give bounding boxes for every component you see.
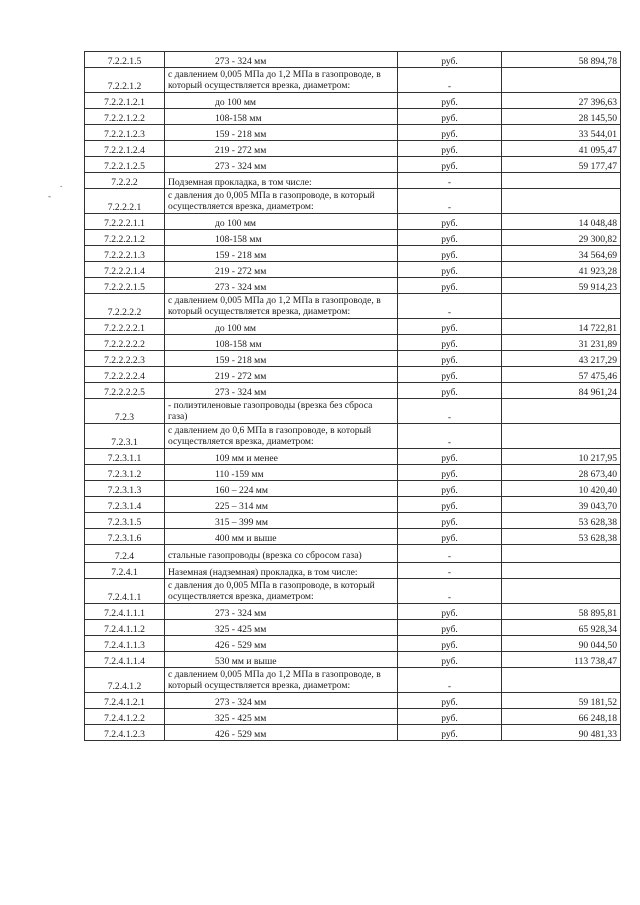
cell-code: 7.2.2.1.2.4 — [85, 141, 165, 157]
cell-price: 53 628,38 — [502, 529, 621, 545]
cell-description: с давлением 0,005 МПа до 1,2 МПа в газопроводе, в который осуществляется врезка, диаметром: — [165, 294, 398, 319]
cell-unit: руб. — [398, 262, 502, 278]
table-row — [85, 449, 621, 465]
cell-description: 273 - 324 мм — [165, 693, 398, 709]
cell-description: 159 - 218 мм — [165, 246, 398, 262]
table-row — [85, 668, 621, 693]
cell-description: 273 - 324 мм — [165, 157, 398, 173]
cell-unit: - — [398, 173, 502, 189]
cell-price — [502, 189, 621, 214]
cell-code: 7.2.2.2.2.1 — [85, 319, 165, 335]
cell-unit: руб. — [398, 497, 502, 513]
cell-unit: руб. — [398, 693, 502, 709]
cell-code: 7.2.4.1.1.3 — [85, 636, 165, 652]
cell-unit: руб. — [398, 52, 502, 68]
cell-unit: руб. — [398, 319, 502, 335]
cell-description: с давления до 0,005 МПа в газопроводе, в который осуществляется врезка, диаметром: — [165, 189, 398, 214]
cell-unit: руб. — [398, 620, 502, 636]
cell-unit: руб. — [398, 709, 502, 725]
cell-code: 7.2.2.1.2.2 — [85, 109, 165, 125]
cell-price: 33 544,01 — [502, 125, 621, 141]
cell-description: 110 -159 мм — [165, 465, 398, 481]
cell-price: 14 048,48 — [502, 214, 621, 230]
cell-description: с давлением до 0,6 МПа в газопроводе, в который осуществляется врезка, диаметром: — [165, 424, 398, 449]
cell-code: 7.2.2.2.2.4 — [85, 367, 165, 383]
table-row — [85, 620, 621, 636]
table-row — [85, 367, 621, 383]
cell-code: 7.2.2.2.1 — [85, 189, 165, 214]
table-row — [85, 141, 621, 157]
cell-description: 219 - 272 мм — [165, 367, 398, 383]
cell-price: 57 475,46 — [502, 367, 621, 383]
cell-description: стальные газопроводы (врезка со сбросом газа) — [165, 545, 398, 563]
cell-code: 7.2.4.1.2.1 — [85, 693, 165, 709]
cell-price: 59 177,47 — [502, 157, 621, 173]
cell-code: 7.2.2.2.2.5 — [85, 383, 165, 399]
table-row — [85, 125, 621, 141]
cell-code: 7.2.2.1.2.5 — [85, 157, 165, 173]
cell-price — [502, 399, 621, 424]
cell-description: 108-158 мм — [165, 109, 398, 125]
cell-price: 66 248,18 — [502, 709, 621, 725]
cell-unit: руб. — [398, 725, 502, 741]
cell-price: 59 914,23 — [502, 278, 621, 294]
margin-mark: . — [60, 179, 63, 189]
table-row — [85, 545, 621, 563]
cell-unit: - — [398, 668, 502, 693]
cell-unit: руб. — [398, 604, 502, 620]
cell-code: 7.2.2.2.2 — [85, 294, 165, 319]
margin-mark: - — [48, 191, 51, 201]
cell-code: 7.2.2.1.2 — [85, 68, 165, 93]
cell-unit: - — [398, 68, 502, 93]
cell-price: 10 217,95 — [502, 449, 621, 465]
cell-code: 7.2.2.1.5 — [85, 52, 165, 68]
table-row — [85, 709, 621, 725]
table-row — [85, 93, 621, 109]
table-row — [85, 579, 621, 604]
cell-description: до 100 мм — [165, 93, 398, 109]
cell-price: 41 095,47 — [502, 141, 621, 157]
table-row — [85, 214, 621, 230]
cell-description: 108-158 мм — [165, 335, 398, 351]
cell-description: с давлением 0,005 МПа до 1,2 МПа в газопроводе, в который осуществляется врезка, диаметром: — [165, 668, 398, 693]
table-row — [85, 173, 621, 189]
cell-code: 7.2.2.2.1.3 — [85, 246, 165, 262]
table-row — [85, 693, 621, 709]
table-row — [85, 230, 621, 246]
cell-description: 225 – 314 мм — [165, 497, 398, 513]
cell-unit: руб. — [398, 351, 502, 367]
cell-price: 29 300,82 — [502, 230, 621, 246]
cell-description: 273 - 324 мм — [165, 383, 398, 399]
tariff-table-body — [85, 52, 621, 741]
cell-unit: руб. — [398, 230, 502, 246]
cell-price: 41 923,28 — [502, 262, 621, 278]
cell-price — [502, 668, 621, 693]
table-row — [85, 246, 621, 262]
cell-unit: руб. — [398, 367, 502, 383]
cell-description: 160 – 224 мм — [165, 481, 398, 497]
cell-price: 39 043,70 — [502, 497, 621, 513]
cell-description: 400 мм и выше — [165, 529, 398, 545]
cell-description: 325 - 425 мм — [165, 709, 398, 725]
cell-description: 108-158 мм — [165, 230, 398, 246]
cell-price: 90 044,50 — [502, 636, 621, 652]
cell-description: с давления до 0,005 МПа в газопроводе, в который осуществляется врезка, диаметром: — [165, 579, 398, 604]
cell-price: 27 396,63 — [502, 93, 621, 109]
table-row — [85, 604, 621, 620]
cell-code: 7.2.2.2 — [85, 173, 165, 189]
cell-unit: руб. — [398, 513, 502, 529]
cell-unit: руб. — [398, 465, 502, 481]
table-row — [85, 465, 621, 481]
cell-description: 159 - 218 мм — [165, 351, 398, 367]
cell-price: 58 895,81 — [502, 604, 621, 620]
cell-code: 7.2.2.2.1.2 — [85, 230, 165, 246]
cell-price: 34 564,69 — [502, 246, 621, 262]
cell-description: - полиэтиленовые газопроводы (врезка без сброса газа) — [165, 399, 398, 424]
cell-unit: - — [398, 294, 502, 319]
table-row — [85, 529, 621, 545]
cell-code: 7.2.4.1 — [85, 563, 165, 579]
cell-price: 28 145,50 — [502, 109, 621, 125]
cell-code: 7.2.4.1.2 — [85, 668, 165, 693]
table-row — [85, 278, 621, 294]
cell-price — [502, 173, 621, 189]
cell-description: 325 - 425 мм — [165, 620, 398, 636]
cell-unit: руб. — [398, 157, 502, 173]
cell-price: 10 420,40 — [502, 481, 621, 497]
table-row — [85, 189, 621, 214]
table-row — [85, 481, 621, 497]
cell-price: 113 738,47 — [502, 652, 621, 668]
cell-code: 7.2.3.1 — [85, 424, 165, 449]
table-row — [85, 52, 621, 68]
cell-description: 109 мм и менее — [165, 449, 398, 465]
table-row — [85, 424, 621, 449]
cell-unit: руб. — [398, 636, 502, 652]
cell-description: 530 мм и выше — [165, 652, 398, 668]
cell-code: 7.2.4.1.1.4 — [85, 652, 165, 668]
cell-code: 7.2.2.2.2.3 — [85, 351, 165, 367]
cell-price: 90 481,33 — [502, 725, 621, 741]
cell-description: 219 - 272 мм — [165, 141, 398, 157]
cell-unit: - — [398, 189, 502, 214]
cell-code: 7.2.4 — [85, 545, 165, 563]
cell-description: 426 - 529 мм — [165, 725, 398, 741]
cell-code: 7.2.2.2.1.1 — [85, 214, 165, 230]
table-row — [85, 513, 621, 529]
table-row — [85, 319, 621, 335]
cell-unit: - — [398, 399, 502, 424]
cell-price: 14 722,81 — [502, 319, 621, 335]
cell-unit: руб. — [398, 141, 502, 157]
cell-unit: руб. — [398, 278, 502, 294]
cell-price — [502, 545, 621, 563]
cell-unit: руб. — [398, 109, 502, 125]
table-row — [85, 335, 621, 351]
cell-description: 159 - 218 мм — [165, 125, 398, 141]
cell-unit: - — [398, 579, 502, 604]
table-row — [85, 563, 621, 579]
cell-description: Подземная прокладка, в том числе: — [165, 173, 398, 189]
cell-code: 7.2.3.1.4 — [85, 497, 165, 513]
cell-code: 7.2.4.1.1.1 — [85, 604, 165, 620]
table-row — [85, 399, 621, 424]
cell-code: 7.2.4.1.2.3 — [85, 725, 165, 741]
cell-code: 7.2.4.1.1.2 — [85, 620, 165, 636]
cell-description: 315 – 399 мм — [165, 513, 398, 529]
cell-code: 7.2.3.1.5 — [85, 513, 165, 529]
cell-code: 7.2.3.1.2 — [85, 465, 165, 481]
cell-code: 7.2.4.1.1 — [85, 579, 165, 604]
cell-unit: руб. — [398, 335, 502, 351]
cell-description: 273 - 324 мм — [165, 604, 398, 620]
table-row — [85, 497, 621, 513]
cell-description: Наземная (надземная) прокладка, в том числе: — [165, 563, 398, 579]
cell-code: 7.2.4.1.2.2 — [85, 709, 165, 725]
table-row — [85, 109, 621, 125]
cell-unit: руб. — [398, 125, 502, 141]
cell-description: до 100 мм — [165, 319, 398, 335]
table-row — [85, 294, 621, 319]
cell-unit: руб. — [398, 652, 502, 668]
cell-unit: руб. — [398, 214, 502, 230]
cell-unit: - — [398, 563, 502, 579]
cell-code: 7.2.3.1.3 — [85, 481, 165, 497]
cell-price: 59 181,52 — [502, 693, 621, 709]
cell-price — [502, 579, 621, 604]
cell-unit: - — [398, 545, 502, 563]
cell-description: 219 - 272 мм — [165, 262, 398, 278]
cell-code: 7.2.2.1.2.1 — [85, 93, 165, 109]
table-row — [85, 652, 621, 668]
table-row — [85, 262, 621, 278]
cell-unit: - — [398, 424, 502, 449]
cell-price — [502, 294, 621, 319]
table-row — [85, 351, 621, 367]
table-row — [85, 383, 621, 399]
cell-price: 84 961,24 — [502, 383, 621, 399]
cell-unit: руб. — [398, 529, 502, 545]
cell-price: 65 928,34 — [502, 620, 621, 636]
cell-price: 31 231,89 — [502, 335, 621, 351]
cell-description: 426 - 529 мм — [165, 636, 398, 652]
table-row — [85, 636, 621, 652]
cell-code: 7.2.2.2.1.5 — [85, 278, 165, 294]
cell-unit: руб. — [398, 383, 502, 399]
cell-unit: руб. — [398, 246, 502, 262]
cell-price — [502, 424, 621, 449]
table-row — [85, 68, 621, 93]
cell-unit: руб. — [398, 449, 502, 465]
cell-price — [502, 563, 621, 579]
cell-unit: руб. — [398, 93, 502, 109]
cell-code: 7.2.3.1.1 — [85, 449, 165, 465]
cell-code: 7.2.2.2.1.4 — [85, 262, 165, 278]
cell-price: 43 217,29 — [502, 351, 621, 367]
cell-description: 273 - 324 мм — [165, 278, 398, 294]
cell-price: 58 894,78 — [502, 52, 621, 68]
cell-description: до 100 мм — [165, 214, 398, 230]
cell-code: 7.2.3.1.6 — [85, 529, 165, 545]
cell-unit: руб. — [398, 481, 502, 497]
table-row — [85, 157, 621, 173]
cell-price: 28 673,40 — [502, 465, 621, 481]
cell-description: 273 - 324 мм — [165, 52, 398, 68]
tariff-table — [84, 51, 621, 741]
cell-code: 7.2.2.2.2.2 — [85, 335, 165, 351]
cell-description: с давлением 0,005 МПа до 1,2 МПа в газопроводе, в который осуществляется врезка, диаметром: — [165, 68, 398, 93]
cell-price — [502, 68, 621, 93]
table-row — [85, 725, 621, 741]
cell-code: 7.2.3 — [85, 399, 165, 424]
cell-price: 53 628,38 — [502, 513, 621, 529]
cell-code: 7.2.2.1.2.3 — [85, 125, 165, 141]
